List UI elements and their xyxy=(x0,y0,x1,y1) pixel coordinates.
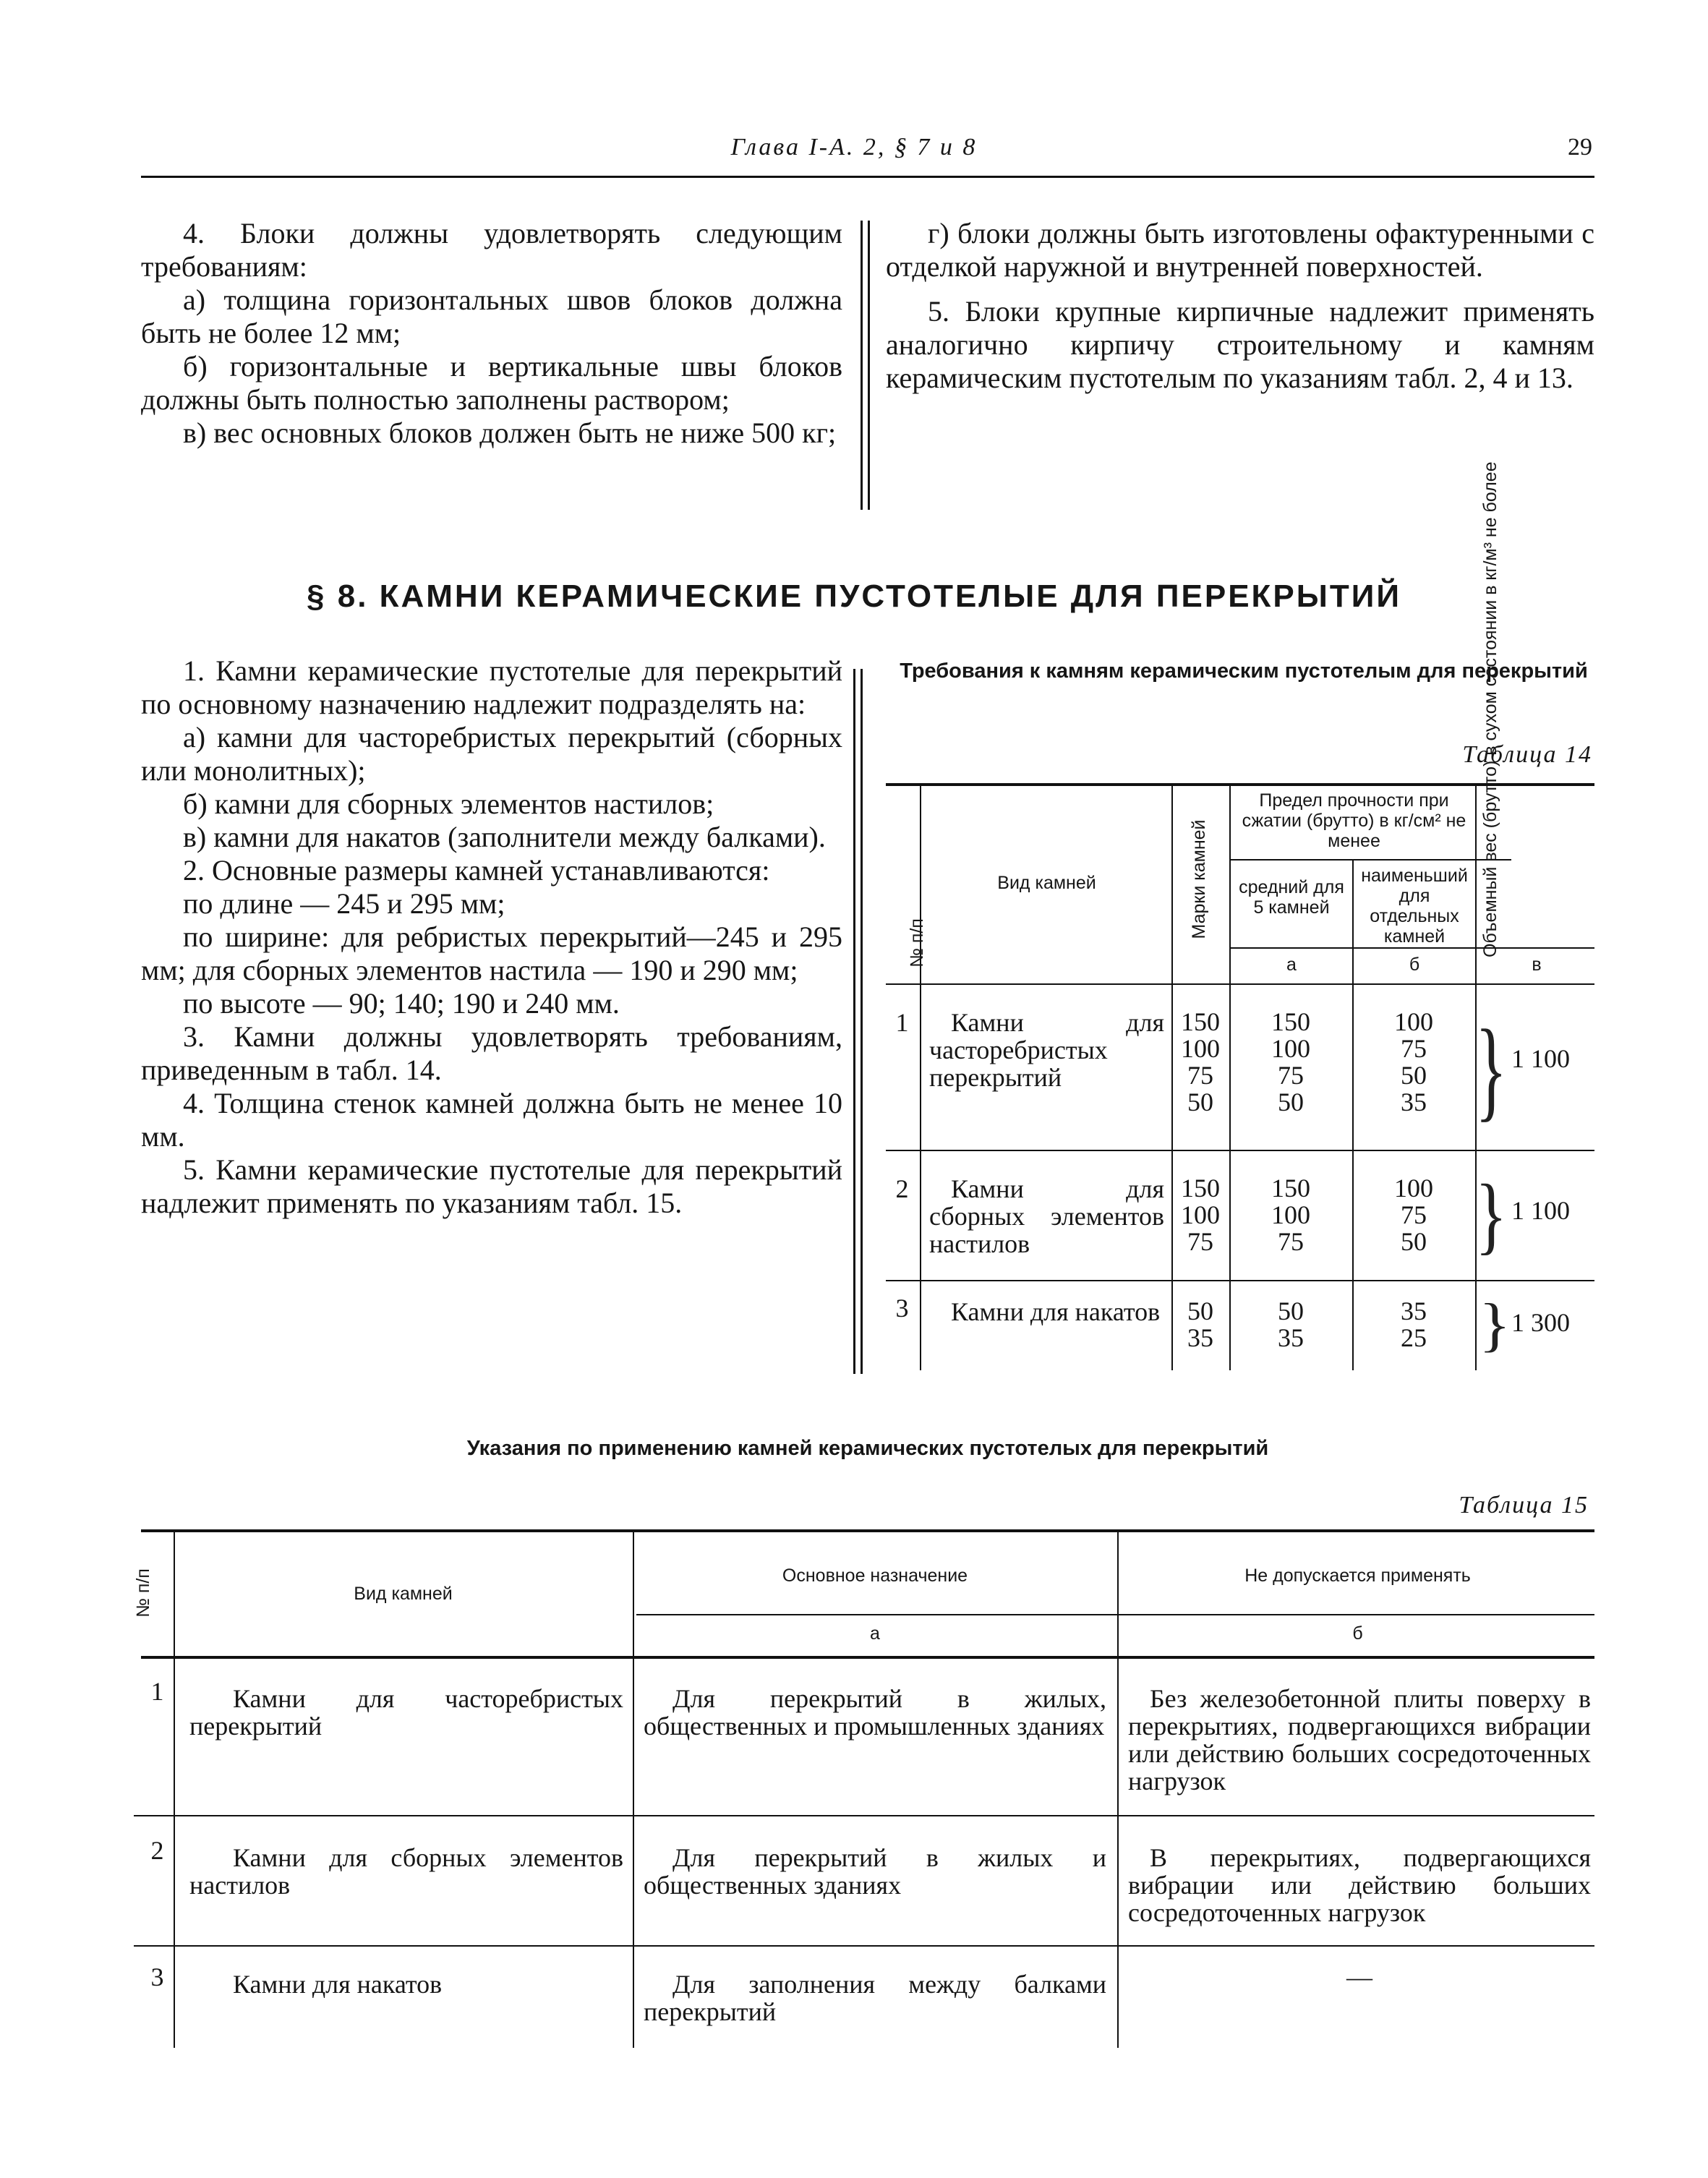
table15-row-rule xyxy=(134,1815,1594,1816)
paragraph: а) камни для часторебристых перекрытий (сборных или монолитных); xyxy=(141,721,842,787)
table15-label: Таблица 15 xyxy=(1459,1492,1589,1519)
paragraph: по высоте — 90; 140; 190 и 240 мм. xyxy=(183,987,620,1020)
paragraph: б) горизонтальные и вертикальные швы блоков должны быть полностью заполнены раствором; xyxy=(141,350,842,416)
table15-header-rule xyxy=(141,1656,1594,1659)
table15-row2-purpose: Для перекрытий в жилых и общественных зданиях xyxy=(644,1843,1106,1900)
table15-caption: Указания по применению камней керамических пустотелых для перекрытий xyxy=(466,1437,1269,1460)
table14-header-weight: Объемный вес (брутто) в сухом состоянии в кг/м³ не более xyxy=(1480,461,1500,957)
table14-col-a: а xyxy=(1286,955,1297,975)
table14-row2-avg: 150 100 75 xyxy=(1271,1174,1310,1256)
table14-header-grade: Марки камней xyxy=(1189,819,1209,939)
table15-col-rule xyxy=(1117,1531,1119,2048)
brace-icon: } xyxy=(1479,1291,1511,1358)
paragraph: б) камни для сборных элементов настилов; xyxy=(183,787,714,820)
table14-col-rule xyxy=(920,785,921,1370)
table15-header-kind: Вид камней xyxy=(354,1584,453,1604)
table15-col-rule xyxy=(633,1531,634,2048)
running-header: Глава I-А. 2, § 7 и 8 xyxy=(730,134,978,161)
table15-top-rule xyxy=(141,1529,1594,1532)
table14-header-avg: средний для 5 камней xyxy=(1239,877,1344,918)
paragraph: а) толщина горизонтальных швов блоков должна быть не более 12 мм; xyxy=(141,283,842,349)
paragraph: 4. Блоки должны удовлетворять следующим требованиям: xyxy=(141,217,842,283)
table15-row3-num: 3 xyxy=(150,1963,164,1991)
paragraph: в) вес основных блоков должен быть не ниже 500 кг; xyxy=(183,417,837,449)
top-left-column xyxy=(141,217,842,450)
table14-header-min: наименьший для отдельных камней xyxy=(1361,866,1468,947)
table14-row3-weight: 1 300 xyxy=(1511,1308,1570,1337)
table15-row3-purpose: Для заполнения между балками перекрытий xyxy=(644,1970,1106,2026)
table15-row2-not-allowed: В перекрытиях, подвергающихся вибрации или действию больших сосредоточенных нагрузок xyxy=(1128,1843,1591,1927)
table14-row1-weight: 1 100 xyxy=(1511,1044,1570,1073)
table15-col-a: а xyxy=(870,1623,880,1644)
table15-row3-kind: Камни для накатов xyxy=(233,1970,443,1999)
table14-row1-num: 1 xyxy=(895,1008,909,1037)
table14-row-rule xyxy=(886,1150,1594,1151)
table14-row1-min: 100 75 50 35 xyxy=(1394,1007,1433,1116)
table14-col-v: в xyxy=(1532,955,1542,975)
paragraph: 4. Толщина стенок камней должна быть не менее 10 мм. xyxy=(141,1087,842,1153)
paragraph: 3. Камни должны удовлетворять требованиям, приведенным в табл. 14. xyxy=(141,1020,842,1086)
table14-row-rule xyxy=(886,1280,1594,1281)
page-number: 29 xyxy=(1568,134,1592,161)
section-title: § 8. КАМНИ КЕРАМИЧЕСКИЕ ПУСТОТЕЛЫЕ ДЛЯ ПЕРЕКРЫТИЙ xyxy=(307,578,1401,614)
table14-subheader-rule xyxy=(1229,859,1511,860)
table14-header-num: № п/п xyxy=(907,918,927,968)
table14-header-strength: Предел прочности при сжатии (брутто) в кг/см² не менее xyxy=(1242,790,1466,851)
table14-row2-kind: Камни для сборных элементов настилов xyxy=(929,1174,1164,1258)
table15-row1-kind: Камни для часторебристых перекрытий xyxy=(189,1684,623,1741)
table15-row2-kind: Камни для сборных элементов настилов xyxy=(189,1843,623,1900)
table15-header-not-allowed: Не допускается применять xyxy=(1244,1566,1471,1586)
section-left-column xyxy=(141,654,842,1220)
top-right-column xyxy=(886,217,1594,395)
table14-row1-kind: Камни для часторебристых перекрытий xyxy=(929,1008,1164,1092)
table14-row3-grades: 50 35 xyxy=(1187,1297,1213,1352)
table14-row2-weight: 1 100 xyxy=(1511,1196,1570,1225)
table14-col-b: б xyxy=(1409,955,1420,975)
paragraph: по длине — 245 и 295 мм; xyxy=(183,887,505,920)
table14-row2-min: 100 75 50 xyxy=(1394,1174,1433,1256)
table15-row1-not-allowed: Без железобетонной плиты поверху в перекрытиях, подвергающихся вибрации или действию больших сосредоточенных нагрузок xyxy=(1128,1684,1591,1795)
paragraph: в) камни для накатов (заполнители между балками). xyxy=(183,821,826,853)
brace-icon: } xyxy=(1475,1006,1508,1132)
paragraph: 5. Камни керамические пустотелые для перекрытий надлежит применять по указаниям табл. 15. xyxy=(141,1153,842,1219)
table15-subheader-rule xyxy=(636,1614,1594,1615)
table14-row3-min: 35 25 xyxy=(1401,1297,1427,1352)
table14-row2-grades: 150 100 75 xyxy=(1181,1174,1220,1256)
paragraph: 5. Блоки крупные кирпичные надлежит применять аналогично кирпичу строительному и камням керамическим пустотелым по указаниям табл. 2, 4 и 13. xyxy=(886,295,1594,394)
table15-row3-not-allowed: — xyxy=(1346,1963,1372,1991)
table15-row2-num: 2 xyxy=(150,1836,164,1865)
table14-label: Таблица 14 xyxy=(1462,741,1592,768)
table15-row1-num: 1 xyxy=(150,1677,164,1706)
column-divider xyxy=(868,221,870,510)
table15-header-num: № п/п xyxy=(133,1568,153,1618)
table15-row-rule xyxy=(134,1945,1594,1947)
header-rule xyxy=(141,176,1594,178)
table15-col-b: б xyxy=(1352,1623,1363,1644)
table14-row1-grades: 150 100 75 50 xyxy=(1181,1007,1220,1116)
table14-row3-num: 3 xyxy=(895,1294,909,1323)
table14-header-kind: Вид камней xyxy=(997,873,1096,893)
paragraph: по ширине: для ребристых перекрытий—245 и 295 мм; для сборных элементов настила — 190 и 290 мм; xyxy=(141,921,842,986)
paragraph: г) блоки должны быть изготовлены офактуренными с отделкой наружной и внутренней поверхностей. xyxy=(886,217,1594,283)
paragraph: 2. Основные размеры камней устанавливаются: xyxy=(183,854,770,887)
table14-header-rule xyxy=(886,983,1594,985)
table14-row1-avg: 150 100 75 50 xyxy=(1271,1007,1310,1116)
table15-col-rule xyxy=(174,1531,175,2048)
table14-row2-num: 2 xyxy=(895,1174,909,1203)
table14-row3-avg: 50 35 xyxy=(1278,1297,1304,1352)
table14-caption: Требования к камням керамическим пустотелым для перекрытий xyxy=(900,659,1588,683)
column-divider xyxy=(861,221,863,510)
brace-icon: } xyxy=(1475,1166,1508,1263)
paragraph: 1. Камни керамические пустотелые для перекрытий по основному назначению надлежит подразделять на: xyxy=(141,654,842,720)
table14-row3-kind: Камни для накатов xyxy=(951,1297,1161,1326)
column-divider xyxy=(861,669,863,1374)
column-divider xyxy=(853,669,855,1374)
table15-header-purpose: Основное назначение xyxy=(782,1566,968,1586)
table15-row1-purpose: Для перекрытий в жилых, общественных и промышленных зданиях xyxy=(644,1684,1106,1741)
